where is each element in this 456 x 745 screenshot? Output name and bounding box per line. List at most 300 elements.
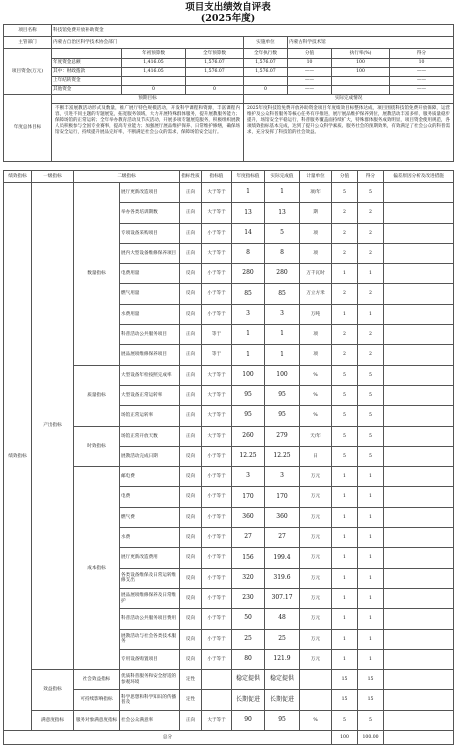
score-value: 5 xyxy=(332,446,358,466)
measure-unit: 万元 xyxy=(300,507,332,527)
deviation-analysis xyxy=(384,528,454,548)
score-value: 2 xyxy=(332,203,358,223)
indicator-operator: 小于等于 xyxy=(202,649,232,669)
actual-completed-value: 85 xyxy=(265,284,300,304)
annual-target-value: 280 xyxy=(232,264,265,284)
actual-completed-value: 95 xyxy=(265,385,300,405)
funds-cell xyxy=(332,77,390,86)
indicators-table xyxy=(3,170,454,745)
score-value: 5 xyxy=(332,183,358,203)
indicator-operator: 大于等于 xyxy=(202,406,232,426)
obtained-score: 1 xyxy=(358,548,384,568)
measure-unit: 日 xyxy=(300,446,332,466)
funds-cell: 10 xyxy=(288,59,332,68)
actual-completed-value: 360 xyxy=(265,507,300,527)
score-value: 2 xyxy=(332,223,358,243)
score-value: 2 xyxy=(332,284,358,304)
deviation-analysis xyxy=(384,588,454,608)
level2-indicator: 服务对象满意度指标 xyxy=(74,710,120,730)
score-value: 5 xyxy=(332,365,358,385)
funds-cell: 100 xyxy=(332,59,390,68)
annual-target-value: 稳定提供 xyxy=(232,670,265,690)
annual-target-value: 8 xyxy=(232,243,265,263)
funds-row-label: 其中：财政拨款 xyxy=(52,68,122,77)
deviation-analysis xyxy=(384,203,454,223)
funds-cell: —— xyxy=(390,68,454,77)
indicator-row xyxy=(4,670,454,690)
annual-goal-label: 年度总体目标 xyxy=(4,95,52,162)
level3-indicator: 优质科普服务和安全舒适的参观环境 xyxy=(120,670,180,690)
actual-completed-value: 280 xyxy=(265,264,300,284)
indicator-property: 定性 xyxy=(180,690,202,710)
obtained-score: 1 xyxy=(358,467,384,487)
project-name-value: 科技馆免费开放补助资金 xyxy=(52,25,454,37)
measure-unit: 万立方米 xyxy=(300,284,332,304)
indicator-property: 正向 xyxy=(180,223,202,243)
indicator-operator: 等于 xyxy=(202,345,232,365)
indicator-property: 定性 xyxy=(180,670,202,690)
funds-cell: —— xyxy=(288,68,332,77)
measure-unit: 万元 xyxy=(300,467,332,487)
obtained-score: 5 xyxy=(358,365,384,385)
obtained-score: 5 xyxy=(358,710,384,730)
indicator-header-11: 偏差原因分析及改进措施 xyxy=(384,171,454,183)
indicator-operator: 小于等于 xyxy=(202,284,232,304)
deviation-analysis xyxy=(384,385,454,405)
annual-target-value: 1 xyxy=(232,325,265,345)
indicator-property: 正向 xyxy=(180,325,202,345)
indicator-property: 反向 xyxy=(180,507,202,527)
indicator-property: 正向 xyxy=(180,183,202,203)
annual-target-value: 13 xyxy=(232,203,265,223)
indicator-operator: 小于等于 xyxy=(202,568,232,588)
expected-goal-text: 不断丰富展教活动形式及数量，推广展厅特色规模活动，开发科学课程和资源，丰富课程内容，引进不同主题的专题展览，拓宽服务领域，大力开展特殊群体服务，提升展教服务能力；保障场馆的正常运转；全年举办教育活动及节庆活动，开展多项专题展览服务，积极组织展教人员积极参与全国专业赛事，提高专业能力；加强展厅展品维护保养、日常维护修缮，确保场馆安全运行，持续提升展品完好率，不断满足社会公众的需求，保障场馆安全运行。 xyxy=(52,104,244,162)
score-value: 15 xyxy=(332,670,358,690)
actual-completed-value: 48 xyxy=(265,609,300,629)
deviation-analysis xyxy=(384,264,454,284)
indicator-property: 正向 xyxy=(180,710,202,730)
level3-indicator: 大型设备年检按照完成率 xyxy=(120,365,180,385)
actual-completed-value: 307.17 xyxy=(265,588,300,608)
actual-completed-value: 319.6 xyxy=(265,568,300,588)
score-value: 1 xyxy=(332,629,358,649)
score-value: 1 xyxy=(332,609,358,629)
indicator-property: 反向 xyxy=(180,487,202,507)
funds-cell xyxy=(122,77,186,86)
level3-indicator: 展品展项维修保养项目 xyxy=(120,345,180,365)
annual-target-value: 1 xyxy=(232,183,265,203)
deviation-analysis xyxy=(384,284,454,304)
indicator-operator: 小于等于 xyxy=(202,588,232,608)
indicator-property: 反向 xyxy=(180,304,202,324)
level3-indicator: 展内大型设备维修保养项目 xyxy=(120,243,180,263)
level3-indicator: 场馆正常运转率 xyxy=(120,406,180,426)
indicator-property: 反向 xyxy=(180,264,202,284)
indicator-property: 正向 xyxy=(180,243,202,263)
score-value: 5 xyxy=(332,710,358,730)
funds-cell xyxy=(186,77,244,86)
page-title: 项目支出绩效自评表 xyxy=(185,2,271,13)
indicator-property: 反向 xyxy=(180,629,202,649)
measure-unit xyxy=(300,690,332,710)
level3-indicator: 科普活动公共服务项目费用 xyxy=(120,609,180,629)
level2-indicator: 时效指标 xyxy=(74,426,120,467)
dept-label: 主管部门 xyxy=(4,37,52,49)
funds-cell: 10 xyxy=(390,59,454,68)
obtained-score: 15 xyxy=(358,670,384,690)
total-row xyxy=(4,731,454,745)
indicator-operator: 大于等于 xyxy=(202,365,232,385)
deviation-analysis xyxy=(384,345,454,365)
score-value: 1 xyxy=(332,548,358,568)
level3-indicator: 电费用量 xyxy=(120,264,180,284)
score-value: 1 xyxy=(332,649,358,669)
measure-unit: 万元 xyxy=(300,528,332,548)
score-value: 1 xyxy=(332,467,358,487)
indicator-operator: 小于等于 xyxy=(202,487,232,507)
indicator-property: 反向 xyxy=(180,467,202,487)
funds-row-label: 年度资金总额 xyxy=(52,59,122,68)
funds-cell xyxy=(332,86,390,95)
obtained-score: 1 xyxy=(358,629,384,649)
measure-unit: 天/年 xyxy=(300,426,332,446)
annual-target-value: 1 xyxy=(232,345,265,365)
indicator-operator: 大于等于 xyxy=(202,710,232,730)
actual-completed-value: 100 xyxy=(265,365,300,385)
level2-indicator: 社会效益指标 xyxy=(74,670,120,690)
measure-unit: 期 xyxy=(300,203,332,223)
annual-target-value: 230 xyxy=(232,588,265,608)
annual-target-value: 25 xyxy=(232,629,265,649)
indicator-operator: 小于等于 xyxy=(202,629,232,649)
actual-result-header: 实际完成情况 xyxy=(244,95,454,104)
measure-unit: % xyxy=(300,365,332,385)
score-value: 15 xyxy=(332,690,358,710)
actual-completed-value: 1 xyxy=(265,325,300,345)
measure-unit: 万千瓦时 xyxy=(300,264,332,284)
indicator-operator: 大于等于 xyxy=(202,183,232,203)
actual-completed-value: 25 xyxy=(265,629,300,649)
measure-unit: 万元 xyxy=(300,568,332,588)
obtained-score: 2 xyxy=(358,284,384,304)
score-value: 1 xyxy=(332,568,358,588)
actual-completed-value: 8 xyxy=(265,243,300,263)
indicator-operator: 小于等于 xyxy=(202,609,232,629)
deviation-analysis xyxy=(384,670,454,690)
obtained-score: 5 xyxy=(358,426,384,446)
measure-unit: 万元 xyxy=(300,649,332,669)
actual-completed-value: 1 xyxy=(265,345,300,365)
indicator-operator: 大于等于 xyxy=(202,203,232,223)
obtained-score: 1 xyxy=(358,507,384,527)
level3-indicator: 水费 xyxy=(120,528,180,548)
impl-unit-value: 内蒙古科学技术馆 xyxy=(288,37,454,49)
indicator-operator: 小于等于 xyxy=(202,223,232,243)
funds-cell: —— xyxy=(288,77,332,86)
indicator-header-9: 分值 xyxy=(332,171,358,183)
project-info-table xyxy=(3,24,454,162)
level3-indicator: 燃气用量 xyxy=(120,284,180,304)
actual-completed-value: 1 xyxy=(265,183,300,203)
funds-row-label: 上年结转资金 xyxy=(52,77,122,86)
indicator-header-8: 计量单位 xyxy=(300,171,332,183)
measure-unit xyxy=(300,670,332,690)
level3-indicator: 展厅更新改造项目 xyxy=(120,183,180,203)
actual-completed-value: 199.4 xyxy=(265,548,300,568)
level3-indicator: 各类设备维保及日常运转维修支出 xyxy=(120,568,180,588)
deviation-analysis xyxy=(384,649,454,669)
obtained-score: 1 xyxy=(358,528,384,548)
funds-section-label: 项目资金(万元) xyxy=(4,49,52,95)
annual-target-value: 27 xyxy=(232,528,265,548)
obtained-score: 5 xyxy=(358,385,384,405)
deviation-analysis xyxy=(384,365,454,385)
deviation-analysis xyxy=(384,507,454,527)
funds-header-2: 全年执行数 xyxy=(244,49,288,59)
indicator-operator: 小于等于 xyxy=(202,264,232,284)
measure-unit: 项 xyxy=(300,325,332,345)
score-value: 1 xyxy=(332,528,358,548)
funds-header-5: 得分 xyxy=(390,49,454,59)
measure-unit: 万元 xyxy=(300,487,332,507)
indicator-operator: 小于等于 xyxy=(202,467,232,487)
measure-unit: 万元 xyxy=(300,548,332,568)
annual-target-value: 85 xyxy=(232,284,265,304)
annual-target-value: 90 xyxy=(232,710,265,730)
obtained-score: 1 xyxy=(358,588,384,608)
measure-unit: 项 xyxy=(300,345,332,365)
actual-completed-value: 长期促进 xyxy=(265,690,300,710)
indicator-property: 正向 xyxy=(180,426,202,446)
indicator-header-0: 绩效指标 xyxy=(4,171,32,183)
indicator-header-1: 一级指标 xyxy=(32,171,74,183)
total-score: 100 xyxy=(332,731,358,745)
measure-unit: 项 xyxy=(300,223,332,243)
indicator-property: 反向 xyxy=(180,649,202,669)
indicator-operator: 等于 xyxy=(202,325,232,345)
funds-header-3: 分值 xyxy=(288,49,332,59)
funds-cell: 1,576.07 xyxy=(244,59,288,68)
indicator-header-7: 实际完成值 xyxy=(265,171,300,183)
obtained-score: 2 xyxy=(358,223,384,243)
annual-target-value: 170 xyxy=(232,487,265,507)
funds-cell: —— xyxy=(390,86,454,95)
indicator-operator: 大于等于 xyxy=(202,426,232,446)
score-value: 1 xyxy=(332,304,358,324)
annual-target-value: 260 xyxy=(232,426,265,446)
indicator-property: 反向 xyxy=(180,528,202,548)
annual-target-value: 长期促进 xyxy=(232,690,265,710)
level3-indicator: 展厅更新改造费用 xyxy=(120,548,180,568)
level2-indicator: 质量指标 xyxy=(74,365,120,426)
score-value: 5 xyxy=(332,426,358,446)
deviation-analysis xyxy=(384,446,454,466)
deviation-analysis xyxy=(384,304,454,324)
performance-indicator-label: 绩效指标 xyxy=(4,183,32,731)
funds-cell: —— xyxy=(390,77,454,86)
obtained-score: 2 xyxy=(358,325,384,345)
indicator-property: 正向 xyxy=(180,385,202,405)
annual-target-value: 156 xyxy=(232,548,265,568)
indicator-header-2: 二级指标 xyxy=(74,171,180,183)
annual-target-value: 80 xyxy=(232,649,265,669)
level3-indicator: 举办各类培训期数 xyxy=(120,203,180,223)
obtained-score: 1 xyxy=(358,304,384,324)
deviation-analysis xyxy=(384,243,454,263)
annual-target-value: 95 xyxy=(232,406,265,426)
annual-target-value: 3 xyxy=(232,304,265,324)
indicator-operator xyxy=(202,670,232,690)
obtained-score: 15 xyxy=(358,690,384,710)
funds-cell: 1,416.05 xyxy=(122,68,186,77)
actual-completed-value: 13 xyxy=(265,203,300,223)
score-value: 1 xyxy=(332,507,358,527)
deviation-analysis xyxy=(384,548,454,568)
measure-unit: % xyxy=(300,385,332,405)
indicator-row xyxy=(4,710,454,730)
funds-cell: 0 xyxy=(122,86,186,95)
measure-unit: 万元 xyxy=(300,588,332,608)
funds-row-label: 其他资金 xyxy=(52,86,122,95)
actual-completed-value: 5 xyxy=(265,223,300,243)
annual-target-value: 360 xyxy=(232,507,265,527)
deviation-analysis xyxy=(384,568,454,588)
measure-unit: 万吨 xyxy=(300,304,332,324)
annual-target-value: 100 xyxy=(232,365,265,385)
obtained-score: 2 xyxy=(358,203,384,223)
obtained-score: 2 xyxy=(358,243,384,263)
obtained-score: 5 xyxy=(358,446,384,466)
indicator-property: 反向 xyxy=(180,588,202,608)
funds-cell: 1,576.07 xyxy=(186,68,244,77)
level2-indicator: 成本指标 xyxy=(74,467,120,670)
annual-target-value: 14 xyxy=(232,223,265,243)
indicator-property: 反向 xyxy=(180,446,202,466)
measure-unit: 项 xyxy=(300,243,332,263)
level3-indicator: 展教活动与社会各类技术服务 xyxy=(120,629,180,649)
actual-completed-value: 3 xyxy=(265,467,300,487)
indicator-property: 正向 xyxy=(180,345,202,365)
deviation-analysis xyxy=(384,690,454,710)
level1-indicator: 效益指标 xyxy=(32,670,74,711)
funds-cell: —— xyxy=(288,86,332,95)
indicator-header-4: 指标性质 xyxy=(180,171,202,183)
indicator-operator xyxy=(202,690,232,710)
score-value: 2 xyxy=(332,345,358,365)
indicator-operator: 小于等于 xyxy=(202,507,232,527)
actual-completed-value: 95 xyxy=(265,406,300,426)
deviation-analysis xyxy=(384,183,454,203)
actual-completed-value: 3 xyxy=(265,304,300,324)
level2-indicator: 可持续影响指标 xyxy=(74,690,120,710)
level3-indicator: 科普活动公共服务项目 xyxy=(120,325,180,345)
obtained-score: 5 xyxy=(358,406,384,426)
indicator-operator: 小于等于 xyxy=(202,446,232,466)
level3-indicator: 燃气费 xyxy=(120,507,180,527)
measure-unit: % xyxy=(300,710,332,730)
indicator-header-6: 年度指标值 xyxy=(232,171,265,183)
deviation-analysis xyxy=(384,426,454,446)
actual-completed-value: 95 xyxy=(265,710,300,730)
funds-cell: 100 xyxy=(332,68,390,77)
annual-target-value: 95 xyxy=(232,385,265,405)
level3-indicator: 电费 xyxy=(120,487,180,507)
deviation-analysis xyxy=(384,467,454,487)
score-value: 5 xyxy=(332,406,358,426)
level1-indicator: 满意度指标 xyxy=(32,710,74,730)
indicator-operator: 小于等于 xyxy=(202,304,232,324)
project-name-label: 项目名称 xyxy=(4,25,52,37)
level3-indicator: 邮电费 xyxy=(120,467,180,487)
indicator-header-5: 指标值 xyxy=(202,171,232,183)
indicator-property: 正向 xyxy=(180,203,202,223)
annual-target-value: 50 xyxy=(232,609,265,629)
indicator-operator: 小于等于 xyxy=(202,548,232,568)
funds-cell xyxy=(244,77,288,86)
score-value: 1 xyxy=(332,487,358,507)
funds-cell: 1,416.05 xyxy=(122,59,186,68)
level3-indicator: 水费用量 xyxy=(120,304,180,324)
deviation-analysis xyxy=(384,609,454,629)
funds-cell: 1,576.07 xyxy=(186,59,244,68)
indicator-operator: 大于等于 xyxy=(202,385,232,405)
dept-value: 内蒙古自治区科学技术协会部门 xyxy=(52,37,244,49)
funds-header-0: 年初预算数 xyxy=(122,49,186,59)
level3-indicator: 场馆正常开放天数 xyxy=(120,426,180,446)
annual-target-value: 320 xyxy=(232,568,265,588)
level2-indicator: 数量指标 xyxy=(74,183,120,366)
indicator-property: 反向 xyxy=(180,284,202,304)
score-value: 5 xyxy=(332,385,358,405)
level3-indicator: 专项设备采购项目 xyxy=(120,223,180,243)
indicator-property: 正向 xyxy=(180,406,202,426)
measure-unit: 万元 xyxy=(300,609,332,629)
score-value: 1 xyxy=(332,264,358,284)
annual-target-value: 3 xyxy=(232,467,265,487)
obtained-score: 1 xyxy=(358,649,384,669)
actual-completed-value: 12.25 xyxy=(265,446,300,466)
level3-indicator: 科学思想和科学知识的传播普及 xyxy=(120,690,180,710)
obtained-score: 5 xyxy=(358,183,384,203)
funds-cell: 0 xyxy=(186,86,244,95)
deviation-analysis xyxy=(384,406,454,426)
deviation-analysis xyxy=(384,487,454,507)
deviation-analysis xyxy=(384,710,454,730)
measure-unit: % xyxy=(300,406,332,426)
level3-indicator: 大型设备正常运转率 xyxy=(120,385,180,405)
indicator-row xyxy=(4,183,454,203)
expected-goal-header: 预期目标 xyxy=(52,95,244,104)
score-value: 1 xyxy=(332,588,358,608)
funds-header-1: 全年预算数 xyxy=(186,49,244,59)
funds-cell: 1,576.07 xyxy=(244,68,288,77)
indicator-operator: 大于等于 xyxy=(202,243,232,263)
total-obtained: 100.00 xyxy=(358,731,384,745)
actual-completed-value: 27 xyxy=(265,528,300,548)
score-value: 2 xyxy=(332,243,358,263)
obtained-score: 1 xyxy=(358,487,384,507)
measure-unit: 万元 xyxy=(300,629,332,649)
actual-completed-value: 121.9 xyxy=(265,649,300,669)
funds-cell: 0 xyxy=(244,86,288,95)
level3-indicator: 社会公众满意率 xyxy=(120,710,180,730)
page-subtitle: (2025年度) xyxy=(200,13,256,24)
score-value: 2 xyxy=(332,325,358,345)
indicator-header-10: 得分 xyxy=(358,171,384,183)
level3-indicator: 专用设备购置项目 xyxy=(120,649,180,669)
indicator-property: 反向 xyxy=(180,548,202,568)
level1-indicator: 产出指标 xyxy=(32,183,74,670)
